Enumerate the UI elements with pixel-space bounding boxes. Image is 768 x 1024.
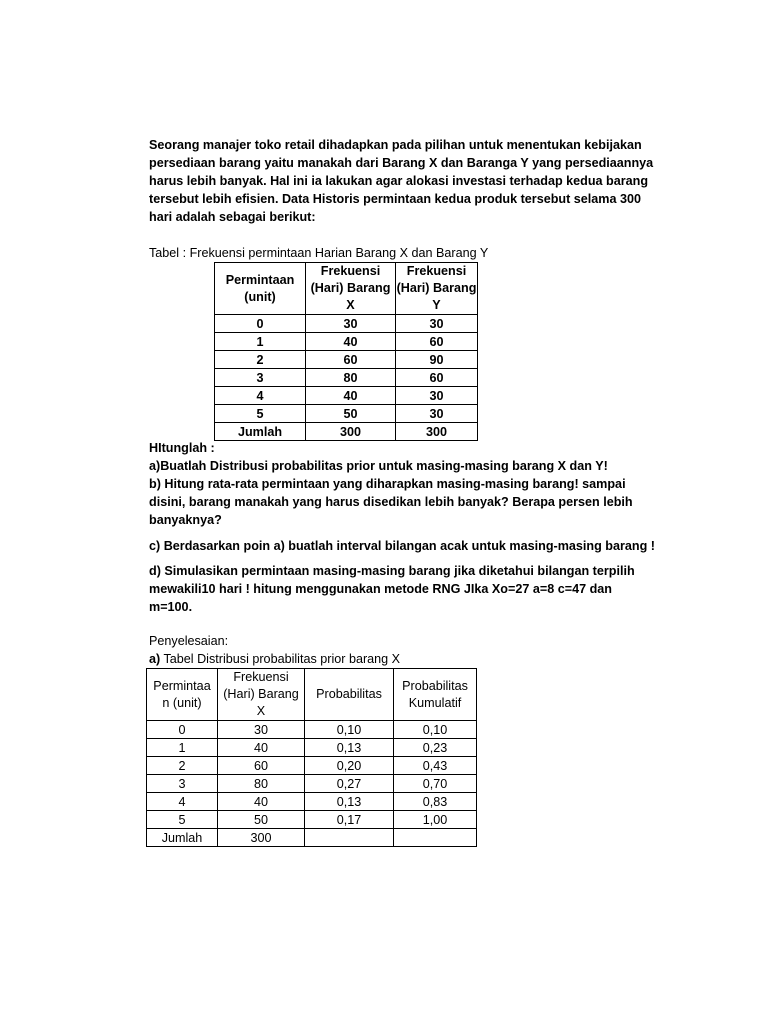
table-cell: 3 <box>147 775 218 793</box>
column-header: Frekuensi (Hari) Barang Y <box>396 263 478 315</box>
table-cell: 0 <box>215 315 306 333</box>
table-cell: 0,83 <box>394 793 477 811</box>
table-cell: 1,00 <box>394 811 477 829</box>
intro-line: harus lebih banyak. Hal ini ia lakukan agar alokasi investasi terhadap kedua barang <box>149 174 649 188</box>
question-b-line: banyaknya? <box>149 513 222 527</box>
table-row <box>215 387 478 405</box>
question-a: a)Buatlah Distribusi probabilitas prior untuk masing-masing barang X dan Y! <box>149 459 608 473</box>
question-c-block <box>149 537 655 555</box>
table-cell: Jumlah <box>215 423 306 441</box>
table-cell <box>305 829 394 847</box>
frequency-table <box>214 262 478 441</box>
table-cell: 60 <box>306 351 396 369</box>
table-cell: 2 <box>147 757 218 775</box>
table-cell: 30 <box>306 315 396 333</box>
table-header-row <box>147 669 477 721</box>
table-cell: 0,23 <box>394 739 477 757</box>
solution-label-bold: a) <box>149 652 161 666</box>
table-row <box>147 721 477 739</box>
table-row <box>147 775 477 793</box>
table1-caption <box>149 244 649 262</box>
table1-caption-text: Tabel : Frekuensi permintaan Harian Barang X dan Barang Y <box>149 246 489 260</box>
table-cell: 30 <box>396 387 478 405</box>
table-cell: 50 <box>306 405 396 423</box>
question-d-block <box>149 562 649 616</box>
table-cell: 0 <box>147 721 218 739</box>
table-cell: 30 <box>218 721 305 739</box>
column-header: Permintaan (unit) <box>215 263 306 315</box>
table-row <box>215 351 478 369</box>
table-row <box>215 405 478 423</box>
table-cell: 300 <box>306 423 396 441</box>
table-cell: 4 <box>215 387 306 405</box>
table-cell: 0,27 <box>305 775 394 793</box>
intro-paragraph <box>149 136 654 226</box>
questions-section <box>149 439 649 529</box>
table-cell: 60 <box>396 333 478 351</box>
table-cell: 90 <box>396 351 478 369</box>
table-total-row <box>147 829 477 847</box>
table-cell: 0,10 <box>394 721 477 739</box>
question-d-line: mewakili10 hari ! hitung menggunakan metode RNG JIka Xo=27 a=8 c=47 dan <box>149 582 612 596</box>
solution-heading: Penyelesaian: <box>149 634 229 648</box>
table-cell: 40 <box>218 793 305 811</box>
column-header: Frekuensi (Hari) Barang X <box>306 263 396 315</box>
table-cell: 0,13 <box>305 739 394 757</box>
table-header-row <box>215 263 478 315</box>
solution-label <box>149 650 649 668</box>
intro-line: tersebut lebih efisien. Data Historis permintaan kedua produk tersebut selama 300 <box>149 192 642 206</box>
column-header: Permintaa n (unit) <box>147 669 218 721</box>
table-cell: 60 <box>218 757 305 775</box>
question-d-line: d) Simulasikan permintaan masing-masing barang jika diketahui bilangan terpilih <box>149 564 635 578</box>
table-cell: 40 <box>306 387 396 405</box>
table-cell: 0,10 <box>305 721 394 739</box>
table-cell: 300 <box>396 423 478 441</box>
intro-line: hari adalah sebagai berikut: <box>149 210 316 224</box>
column-header: Probabilitas Kumulatif <box>394 669 477 721</box>
table-cell: 1 <box>215 333 306 351</box>
table-row <box>215 333 478 351</box>
table-cell: 30 <box>396 405 478 423</box>
table-cell: 0,43 <box>394 757 477 775</box>
table-cell: 5 <box>215 405 306 423</box>
table-cell: 2 <box>215 351 306 369</box>
table-cell: 300 <box>218 829 305 847</box>
table-cell: 1 <box>147 739 218 757</box>
question-d-line: m=100. <box>149 600 193 614</box>
question-c: c) Berdasarkan poin a) buatlah interval bilangan acak untuk masing-masing barang ! <box>149 539 655 553</box>
table-cell: Jumlah <box>147 829 218 847</box>
intro-line: Seorang manajer toko retail dihadapkan pada pilihan untuk menentukan kebijakan <box>149 138 642 152</box>
table-row <box>147 811 477 829</box>
table-cell: 60 <box>396 369 478 387</box>
column-header: Probabilitas <box>305 669 394 721</box>
table-cell: 40 <box>218 739 305 757</box>
question-b-line: b) Hitung rata-rata permintaan yang diharapkan masing-masing barang! sampai <box>149 477 626 491</box>
table-cell: 0,70 <box>394 775 477 793</box>
table-cell <box>394 829 477 847</box>
table-row <box>215 315 478 333</box>
table-cell: 4 <box>147 793 218 811</box>
probability-table <box>146 668 477 847</box>
table-cell: 0,17 <box>305 811 394 829</box>
table-cell: 3 <box>215 369 306 387</box>
solution-section <box>149 632 649 668</box>
solution-label-text: Tabel Distribusi probabilitas prior barang X <box>160 652 401 666</box>
table-cell: 50 <box>218 811 305 829</box>
table-cell: 40 <box>306 333 396 351</box>
intro-line: persediaan barang yaitu manakah dari Barang X dan Baranga Y yang persediaannya <box>149 156 654 170</box>
table-cell: 5 <box>147 811 218 829</box>
questions-heading: HItunglah : <box>149 441 215 455</box>
table-cell: 80 <box>306 369 396 387</box>
table-cell: 0,20 <box>305 757 394 775</box>
table-row <box>147 757 477 775</box>
question-b-line: disini, barang manakah yang harus disedikan lebih banyak? Berapa persen lebih <box>149 495 633 509</box>
column-header: Frekuensi (Hari) Barang X <box>218 669 305 721</box>
table-cell: 80 <box>218 775 305 793</box>
table-cell: 0,13 <box>305 793 394 811</box>
table-total-row <box>215 423 478 441</box>
table-row <box>215 369 478 387</box>
table-row <box>147 739 477 757</box>
table-cell: 30 <box>396 315 478 333</box>
table-row <box>147 793 477 811</box>
